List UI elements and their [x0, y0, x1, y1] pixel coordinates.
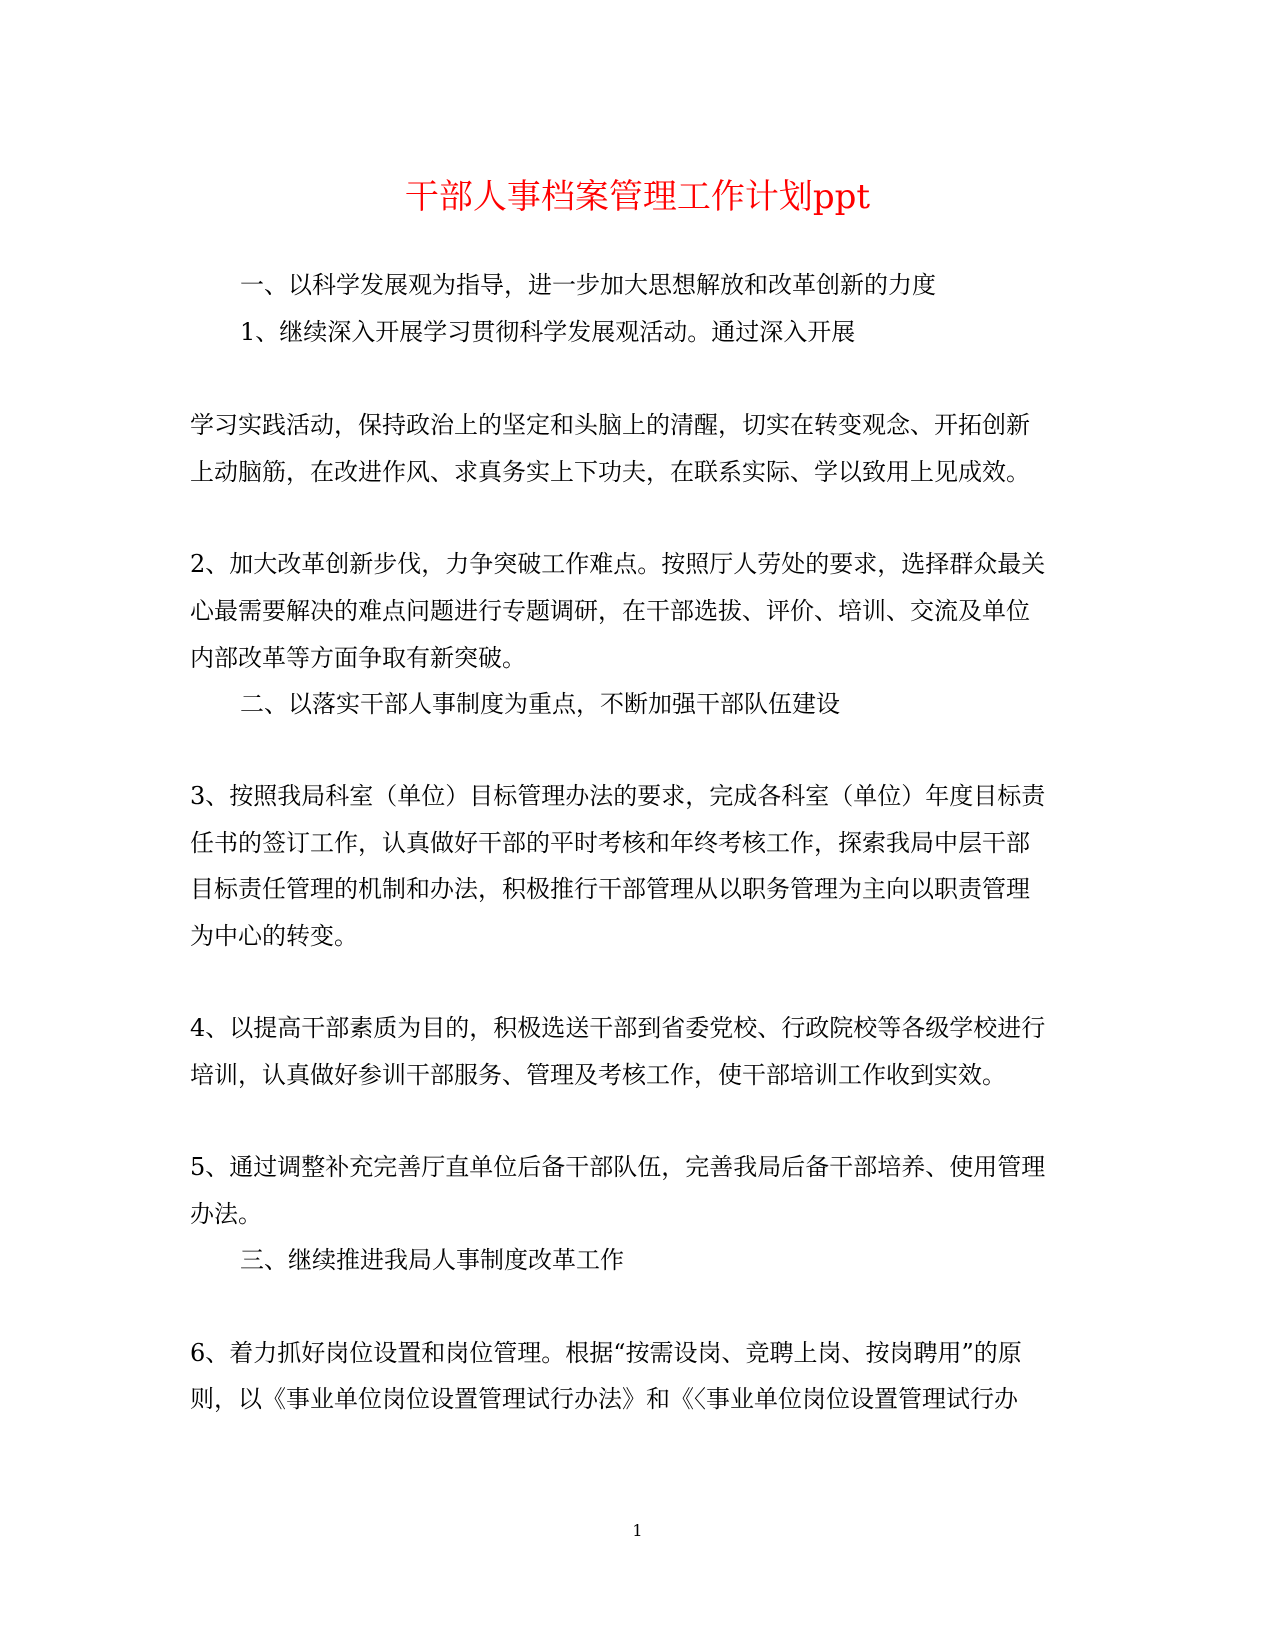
paragraph-line: 上动脑筋，在改进作风、求真务实上下功夫，在联系实际、学以致用上见成效。 — [190, 458, 1030, 486]
paragraph-line: 办法。 — [190, 1200, 262, 1228]
paragraph-line: 6、着力抓好岗位设置和岗位管理。根据“按需设岗、竞聘上岗、按岗聘用”的原 — [190, 1339, 1022, 1367]
paragraph-line: 培训，认真做好参训干部服务、管理及考核工作，使干部培训工作收到实效。 — [190, 1061, 1006, 1089]
paragraph-line: 内部改革等方面争取有新突破。 — [190, 644, 526, 672]
paragraph-line: 3、按照我局科室（单位）目标管理办法的要求，完成各科室（单位）年度目标责 — [190, 782, 1046, 810]
paragraph-line: 5、通过调整补充完善厅直单位后备干部队伍，完善我局后备干部培养、使用管理 — [190, 1153, 1046, 1181]
paragraph-line: 则，以《事业单位岗位设置管理试行办法》和《〈事业单位岗位设置管理试行办 — [190, 1385, 1018, 1413]
document-title: 干部人事档案管理工作计划ppt — [404, 177, 871, 217]
section-heading-3: 三、继续推进我局人事制度改革工作 — [240, 1246, 624, 1274]
paragraph-line: 心最需要解决的难点问题进行专题调研，在干部选拔、评价、培训、交流及单位 — [190, 597, 1030, 625]
paragraph-line: 2、加大改革创新步伐，力争突破工作难点。按照厅人劳处的要求，选择群众最关 — [190, 550, 1046, 578]
page-number: 1 — [632, 1521, 643, 1540]
paragraph-line: 4、以提高干部素质为目的，积极选送干部到省委党校、行政院校等各级学校进行 — [190, 1014, 1046, 1042]
paragraph-line: 目标责任管理的机制和办法，积极推行干部管理从以职务管理为主向以职责管理 — [190, 875, 1030, 903]
paragraph-line: 为中心的转变。 — [190, 922, 358, 950]
paragraph-line: 学习实践活动，保持政治上的坚定和头脑上的清醒，切实在转变观念、开拓创新 — [190, 411, 1030, 439]
section-heading-2: 二、以落实干部人事制度为重点，不断加强干部队伍建设 — [240, 690, 840, 718]
paragraph-line: 任书的签订工作，认真做好干部的平时考核和年终考核工作，探索我局中层干部 — [190, 829, 1030, 857]
paragraph-line: 1、继续深入开展学习贯彻科学发展观活动。通过深入开展 — [240, 318, 856, 346]
section-heading-1: 一、以科学发展观为指导，进一步加大思想解放和改革创新的力度 — [240, 271, 936, 299]
